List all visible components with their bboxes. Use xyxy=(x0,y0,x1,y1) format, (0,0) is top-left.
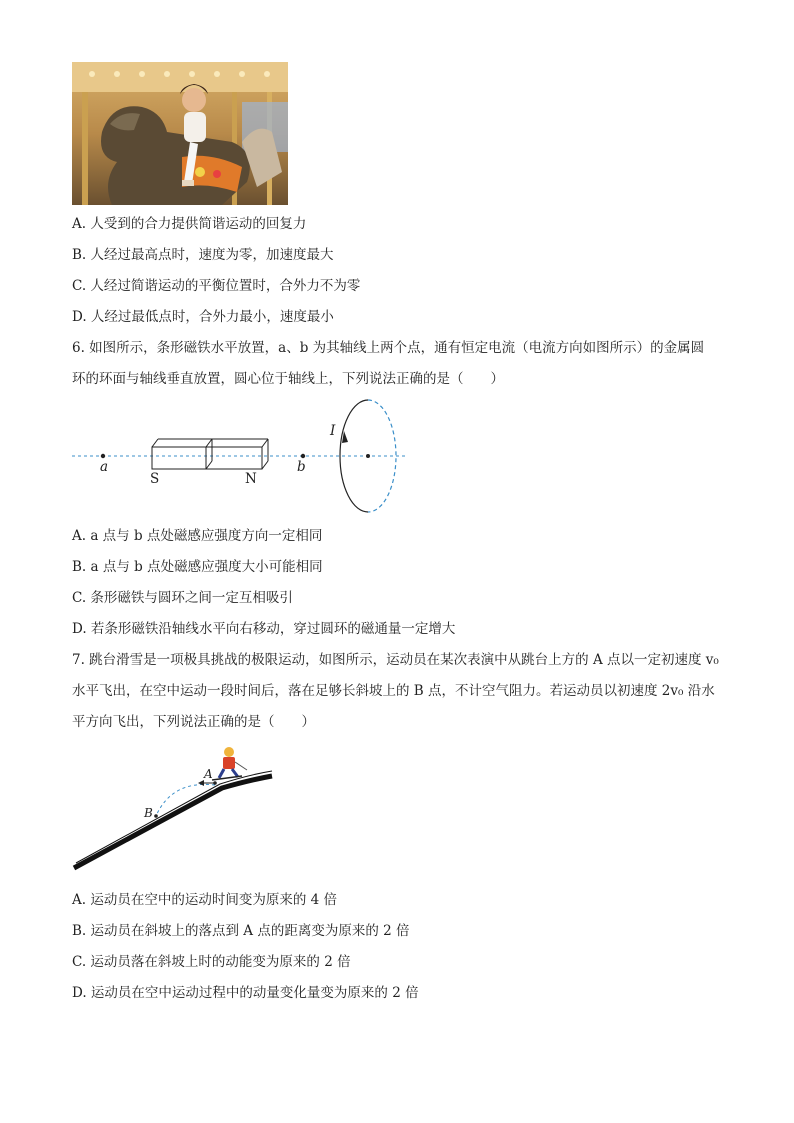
q7-stem-line2: 水平飞出，在空中运动一段时间后，落在足够长斜坡上的 B 点，不计空气阻力。若运动员以初速度 2v₀ 沿水 xyxy=(72,683,715,699)
q7-stem-line1: 7. 跳台滑雪是一项极具挑战的极限运动，如图所示，运动员在某次表演中从跳台上方的 A 点以一定初速度 v₀ xyxy=(72,652,719,668)
q6-magnet-ring-figure xyxy=(72,395,412,519)
label-b: b xyxy=(297,459,306,475)
q7-stem-line3: 平方向飞出，下列说法正确的是（ ） xyxy=(72,714,315,730)
q7-option-a: A. 运动员在空中的运动时间变为原来的 4 倍 xyxy=(72,892,338,908)
point-b xyxy=(301,454,305,458)
carousel-photo xyxy=(72,62,288,205)
q5-option-d: D. 人经过最低点时，合外力最小，速度最小 xyxy=(72,309,334,325)
q6-stem-line2: 环的环面与轴线垂直放置，圆心位于轴线上，下列说法正确的是（ ） xyxy=(72,371,504,387)
label-n: N xyxy=(245,471,257,487)
q5-option-a: A. 人受到的合力提供简谐运动的回复力 xyxy=(72,216,307,232)
label-A: A xyxy=(204,767,213,781)
ring-center xyxy=(366,454,370,458)
q6-option-a: A. a 点与 b 点处磁感应强度方向一定相同 xyxy=(72,528,323,544)
q7-option-d: D. 运动员在空中运动过程中的动量变化量变为原来的 2 倍 xyxy=(72,985,419,1001)
q6-stem-line1: 6. 如图所示，条形磁铁水平放置，a、b 为其轴线上两个点，通有恒定电流（电流方向如图所示）的金属圆 xyxy=(72,340,705,356)
q6-option-d: D. 若条形磁铁沿轴线水平向右移动，穿过圆环的磁通量一定增大 xyxy=(72,621,456,637)
q7-option-c: C. 运动员落在斜坡上时的动能变为原来的 2 倍 xyxy=(72,954,351,970)
q5-option-b: B. 人经过最高点时，速度为零，加速度最大 xyxy=(72,247,334,263)
q7-ski-slope-figure xyxy=(72,740,282,879)
label-B: B xyxy=(144,806,153,820)
point-a xyxy=(101,454,105,458)
label-a: a xyxy=(100,459,109,475)
label-i: I xyxy=(330,423,336,439)
q5-option-c: C. 人经过简谐运动的平衡位置时，合外力不为零 xyxy=(72,278,361,294)
q6-option-b: B. a 点与 b 点处磁感应强度大小可能相同 xyxy=(72,559,323,575)
q7-option-b: B. 运动员在斜坡上的落点到 A 点的距离变为原来的 2 倍 xyxy=(72,923,410,939)
q6-option-c: C. 条形磁铁与圆环之间一定互相吸引 xyxy=(72,590,293,606)
label-s: S xyxy=(150,471,160,487)
